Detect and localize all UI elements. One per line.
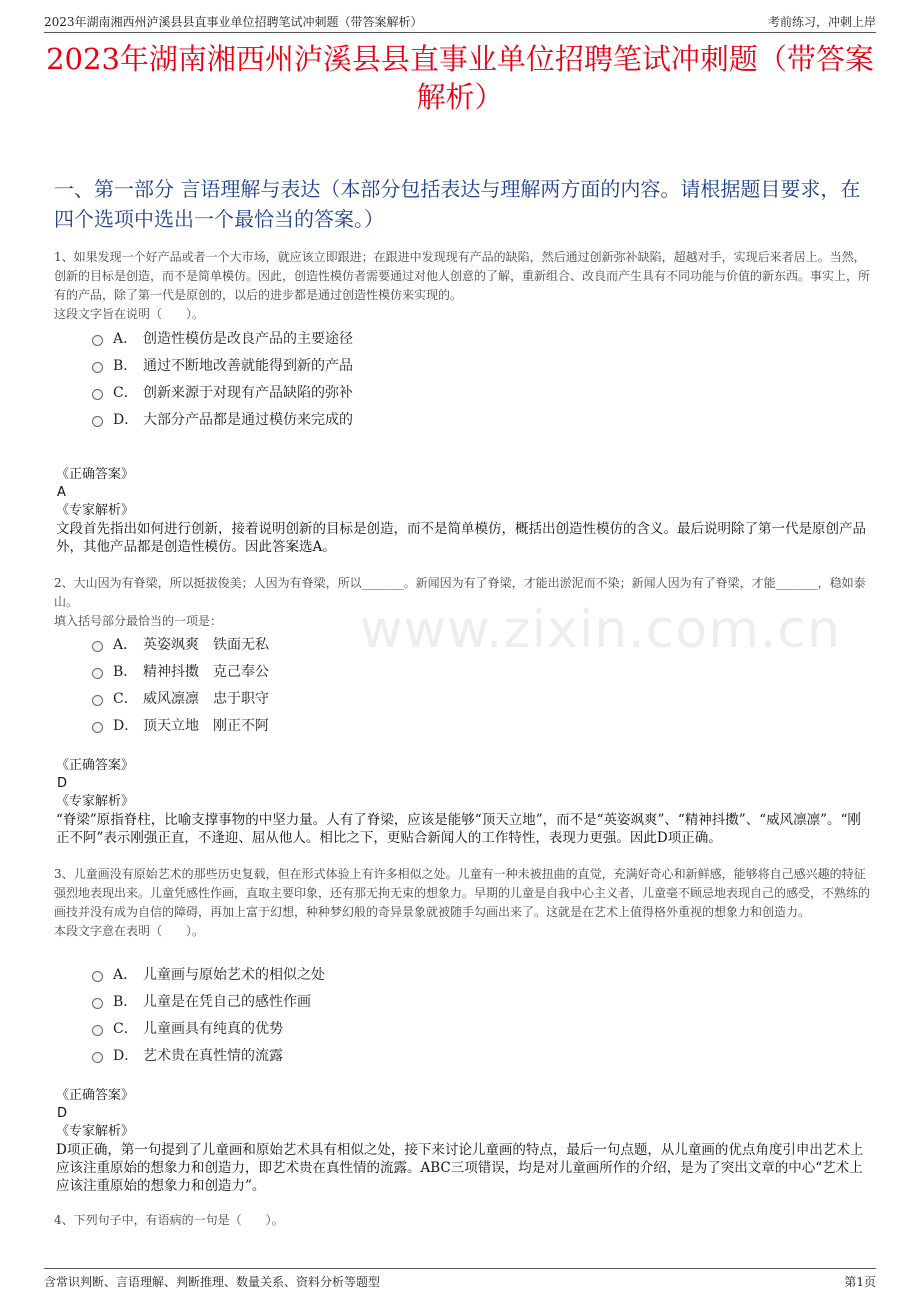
radio-icon[interactable] [92, 998, 103, 1009]
question-2-options [92, 630, 269, 738]
analysis-text: D项正确，第一句提到了儿童画和原始艺术具有相似之处，接下来讨论儿童画的特点，最后一句点题，从儿童画的优点角度引申出艺术上应该注重原始的想象力和创造力，即艺术贵在真性情的流露。ABC三项错误，均是对儿童画所作的介绍，是为了突出文章的中心“艺术上应该注重原始的想象力和创造力”。 [56, 1142, 864, 1194]
question-2-text: 2、大山因为有脊梁，所以挺拔俊美；人因为有脊梁，所以_______。新闻因为有了脊梁，才能出淤泥而不染；新闻人因为有了脊梁，才能_______，稳如泰山。 [54, 576, 866, 609]
radio-icon[interactable] [92, 641, 103, 652]
answer-label: 《正确答案》 [56, 1088, 135, 1103]
radio-icon[interactable] [92, 695, 103, 706]
option-1c[interactable]: C． 创新来源于对现有产品缺陷的弥补 [92, 378, 353, 405]
option-1b[interactable]: B． 通过不断地改善就能得到新的产品 [92, 351, 353, 378]
question-3-answer [56, 1087, 868, 1195]
page-number: 第1页 [844, 1275, 876, 1289]
question-1-options [92, 324, 353, 432]
option-1d[interactable]: D． 大部分产品都是通过模仿来完成的 [92, 405, 353, 432]
radio-icon[interactable] [92, 335, 103, 346]
question-2 [54, 574, 870, 631]
option-2c[interactable]: C． 威风凛凛 忠于职守 [92, 684, 269, 711]
question-4-text: 4、下列句子中，有语病的一句是（ ）。 [54, 1213, 284, 1227]
analysis-label: 《专家解析》 [56, 1124, 135, 1139]
question-3-prompt: 本段文字意在表明（ ）。 [54, 924, 205, 938]
radio-icon[interactable] [92, 416, 103, 427]
option-2a[interactable]: A． 英姿飒爽 铁面无私 [92, 630, 269, 657]
radio-icon[interactable] [92, 668, 103, 679]
page-header [44, 10, 876, 33]
question-1-text: 1、如果发现一个好产品或者一个大市场，就应该立即跟进；在跟进中发现现有产品的缺陷，然后通过创新弥补缺陷，超越对手，实现后来者居上。当然，创新的目标是创造，而不是简单模仿。因此，创造性模仿者需要通过对他人创意的了解，重新组合、改良而产生具有不同功能与价值的新东西。事实上，所有的产品，除了第一代是原创的，以后的进步都是通过创造性模仿来实现的。 [54, 250, 871, 302]
option-3b[interactable]: B． 儿童是在凭自己的感性作画 [92, 987, 325, 1014]
answer-value: D [57, 776, 68, 791]
footer-topics: 含常识判断、言语理解、判断推理、数量关系、资料分析等题型 [44, 1275, 381, 1289]
analysis-label: 《专家解析》 [56, 503, 135, 518]
radio-icon[interactable] [92, 971, 103, 982]
analysis-text: 文段首先指出如何进行创新，接着说明创新的目标是创造，而不是简单模仿，概括出创造性模仿的含义。最后说明除了第一代是原创产品外，其他产品都是创造性模仿。因此答案选A。 [56, 521, 866, 555]
question-1 [54, 248, 870, 324]
question-2-answer [56, 757, 868, 847]
analysis-text: “脊梁”原指脊柱，比喻支撑事物的中坚力量。人有了脊梁，应该是能够“顶天立地”，而不是“英姿飒爽”、“精神抖擞”、“威风凛凛”。“刚正不阿”表示刚强正直，不逢迎、屈从他人。相比之下，更贴合新闻人的工作特性，表现力更强。因此D项正确。 [56, 812, 861, 846]
page-footer [44, 1268, 876, 1291]
header-doc-title: 2023年湖南湘西州泸溪县县直事业单位招聘笔试冲刺题（带答案解析） [44, 15, 423, 29]
option-2d[interactable]: D． 顶天立地 刚正不阿 [92, 711, 269, 738]
question-2-prompt: 填入括号部分最恰当的一项是： [54, 614, 223, 628]
header-slogan: 考前练习，冲刺上岸 [767, 15, 876, 29]
radio-icon[interactable] [92, 1052, 103, 1063]
answer-value: A [57, 485, 66, 500]
radio-icon[interactable] [92, 389, 103, 400]
section-heading: 一、第一部分 言语理解与表达（本部分包括表达与理解两方面的内容。请根据题目要求，在四个选项中选出一个最恰当的答案。） [54, 177, 861, 231]
option-3c[interactable]: C． 儿童画具有纯真的优势 [92, 1014, 325, 1041]
radio-icon[interactable] [92, 1025, 103, 1036]
option-3a[interactable]: A． 儿童画与原始艺术的相似之处 [92, 960, 325, 987]
answer-label: 《正确答案》 [56, 467, 135, 482]
question-3-options [92, 960, 325, 1068]
question-1-answer [56, 466, 868, 556]
answer-label: 《正确答案》 [56, 758, 135, 773]
question-1-prompt: 这段文字旨在说明（ ）。 [54, 307, 205, 321]
radio-icon[interactable] [92, 362, 103, 373]
question-3 [54, 865, 870, 941]
answer-value: D [57, 1106, 68, 1121]
question-4 [54, 1211, 870, 1230]
option-2b[interactable]: B． 精神抖擞 克己奉公 [92, 657, 269, 684]
document-title: 2023年湖南湘西州泸溪县县直事业单位招聘笔试冲刺题（带答案解析） [46, 42, 874, 114]
option-1a[interactable]: A． 创造性模仿是改良产品的主要途径 [92, 324, 353, 351]
analysis-label: 《专家解析》 [56, 794, 135, 809]
question-3-text: 3、儿童画没有原始艺术的那些历史复载，但在形式体验上有许多相似之处。儿童有一种未被扭曲的直觉，充满好奇心和新鲜感，能够将自己感兴趣的特征强烈地表现出来。儿童凭感性作画，直取主要印象，还有那无拘无束的想象力。早期的儿童是自我中心主义者，儿童毫不顾忌地表现自己的感受，不熟练的画技并没有成为自信的障碍，再加上富于幻想，种种梦幻般的奇异景象就被随手勾画出来了。这就是在艺术上值得格外重视的想象力和创造力。 [54, 867, 871, 919]
radio-icon[interactable] [92, 722, 103, 733]
watermark: www.zixin.com.cn [360, 600, 841, 660]
option-3d[interactable]: D． 艺术贵在真性情的流露 [92, 1041, 325, 1068]
